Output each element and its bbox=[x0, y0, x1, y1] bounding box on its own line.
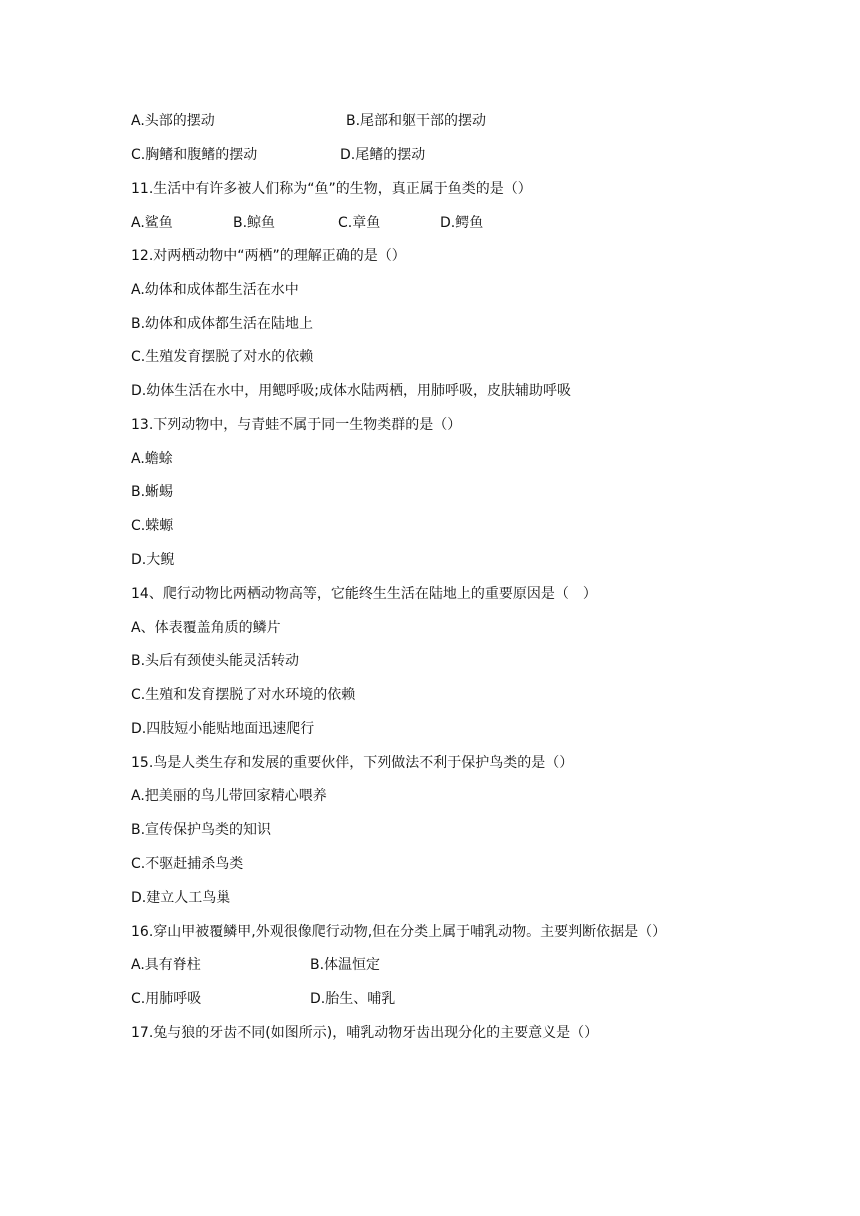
q12-option-b: B.幼体和成体都生活在陆地上 bbox=[131, 316, 314, 332]
q13-option-b: B.蜥蜴 bbox=[131, 484, 174, 500]
q11-option-a: A.鲨鱼 bbox=[131, 215, 173, 231]
q15-option-c: C.不驱赶捕杀鸟类 bbox=[131, 856, 244, 872]
q11-stem: 11.生活中有许多被人们称为“鱼”的生物，真正属于鱼类的是（） bbox=[131, 181, 532, 197]
q15-option-a: A.把美丽的鸟儿带回家精心喂养 bbox=[131, 788, 327, 804]
q16-stem: 16.穿山甲被覆鳞甲,外观很像爬行动物,但在分类上属于哺乳动物。主要判断依据是（） bbox=[131, 924, 667, 940]
q10-option-b: B.尾部和躯干部的摆动 bbox=[346, 113, 487, 129]
q16-option-a: A.具有脊柱 bbox=[131, 957, 201, 973]
q13-option-c: C.蝾螈 bbox=[131, 518, 174, 534]
q12-option-c: C.生殖发育摆脱了对水的依赖 bbox=[131, 349, 314, 365]
q14-stem: 14、爬行动物比两栖动物高等，它能终生生活在陆地上的重要原因是（ ） bbox=[131, 586, 597, 602]
q12-option-a: A.幼体和成体都生活在水中 bbox=[131, 282, 299, 298]
q13-stem: 13.下列动物中，与青蛙不属于同一生物类群的是（） bbox=[131, 417, 462, 433]
q10-option-a: A.头部的摆动 bbox=[131, 113, 215, 129]
q13-option-d: D.大鲵 bbox=[131, 552, 175, 568]
q13-option-a: A.蟾蜍 bbox=[131, 451, 173, 467]
q15-stem: 15.鸟是人类生存和发展的重要伙伴，下列做法不利于保护鸟类的是（） bbox=[131, 755, 574, 771]
q16-option-d: D.胎生、哺乳 bbox=[310, 991, 396, 1007]
q14-option-c: C.生殖和发育摆脱了对水环境的依赖 bbox=[131, 687, 356, 703]
q16-option-c: C.用肺呼吸 bbox=[131, 991, 202, 1007]
q14-option-d: D.四肢短小能贴地面迅速爬行 bbox=[131, 721, 315, 737]
q15-option-d: D.建立人工鸟巢 bbox=[131, 890, 231, 906]
q12-option-d: D.幼体生活在水中，用鳃呼吸;成体水陆两栖，用肺呼吸，皮肤辅助呼吸 bbox=[131, 383, 571, 399]
q14-option-a: A、体表覆盖角质的鳞片 bbox=[131, 620, 281, 636]
q11-option-c: C.章鱼 bbox=[338, 215, 381, 231]
q15-option-b: B.宣传保护鸟类的知识 bbox=[131, 822, 272, 838]
q17-stem: 17.兔与狼的牙齿不同(如图所示)，哺乳动物牙齿出现分化的主要意义是（） bbox=[131, 1025, 599, 1041]
q11-option-d: D.鳄鱼 bbox=[440, 215, 484, 231]
q10-option-d: D.尾鳍的摆动 bbox=[340, 147, 426, 163]
q12-stem: 12.对两栖动物中“两栖”的理解正确的是（） bbox=[131, 248, 406, 264]
q10-option-c: C.胸鳍和腹鳍的摆动 bbox=[131, 147, 258, 163]
q16-option-b: B.体温恒定 bbox=[310, 957, 381, 973]
q14-option-b: B.头后有颈使头能灵活转动 bbox=[131, 653, 300, 669]
q11-option-b: B.鲸鱼 bbox=[233, 215, 276, 231]
